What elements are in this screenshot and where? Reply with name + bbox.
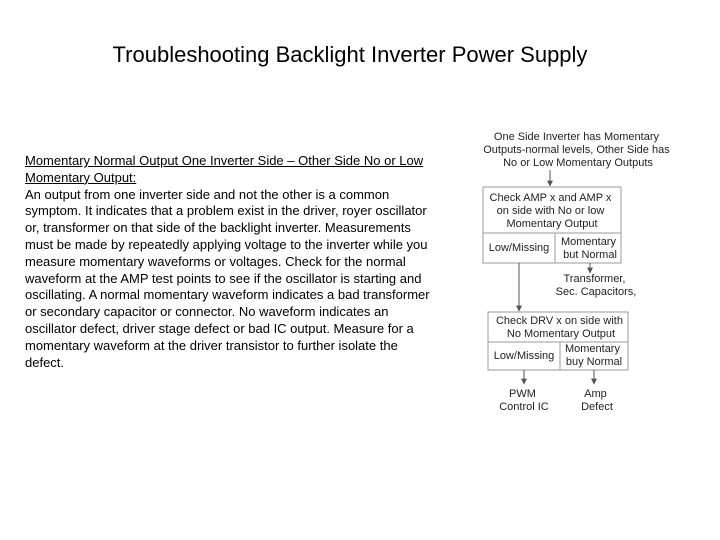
pwm-line-2: Control IC — [499, 401, 549, 413]
amp-result — [581, 388, 613, 413]
box2-right-label — [565, 343, 623, 368]
pwm-line-1: PWM — [509, 388, 536, 400]
box2-title — [496, 315, 626, 340]
start-line-3: No or Low Momentary Outputs — [503, 157, 653, 169]
box1-right-line-2: but Normal — [563, 249, 617, 261]
transformer-result — [556, 273, 637, 298]
box1-title-line-1: Check AMP x and AMP x — [489, 192, 612, 204]
box1-left-label: Low/Missing — [488, 242, 550, 254]
box1-title-line-3: Momentary Output — [506, 218, 598, 230]
box1-right-label — [561, 236, 619, 261]
box2-left-label: Low/Missing — [493, 350, 555, 362]
box1-title — [490, 192, 615, 230]
amp-line-2: Defect — [581, 401, 613, 413]
box2-title-line-2: No Momentary Output — [506, 328, 616, 340]
box2-right-line-1: Momentary — [564, 343, 620, 355]
start-line-1: One Side Inverter has Momentary — [493, 131, 660, 143]
box1-right-line-1: Momentary — [560, 236, 616, 248]
pwm-result — [499, 388, 549, 413]
box2-right-line-2: buy Normal — [565, 356, 623, 368]
box1-title-line-2: on side with No or low — [496, 205, 605, 217]
page-title: Troubleshooting Backlight Inverter Power Supply — [112, 42, 588, 67]
section-heading: Momentary Normal Output One Inverter Side – Other Side No or Low Momentary Output: — [25, 153, 424, 185]
start-node — [483, 131, 673, 169]
transformer-line-2: Sec. Capacitors, — [555, 286, 637, 298]
amp-line-1: Amp — [584, 388, 607, 400]
start-line-2: Outputs-normal levels, Other Side has — [483, 144, 670, 156]
transformer-line-1: Transformer, — [563, 273, 626, 285]
box2-title-line-1: Check DRV x on side with — [495, 315, 623, 327]
section-paragraph: An output from one inverter side and not the other is a common symptom. It indicates that a problem exist in the driver, royer oscillator or, transformer on that side of the backlight inverter. Measurements must be made by repeatedly applying voltage to the inverter while you measure momentary waveforms or voltages. Check for the normal waveform at the AMP test points to see if the oscillator is starting and oscillating. A normal momentary waveform indicates a bad transformer or secondary capacitor or connector. No waveform indicates an oscillator defect, driver stage defect or bad IC output. Measure for a momentary waveform at the driver transistor to further isolate the defect. — [25, 186, 430, 370]
